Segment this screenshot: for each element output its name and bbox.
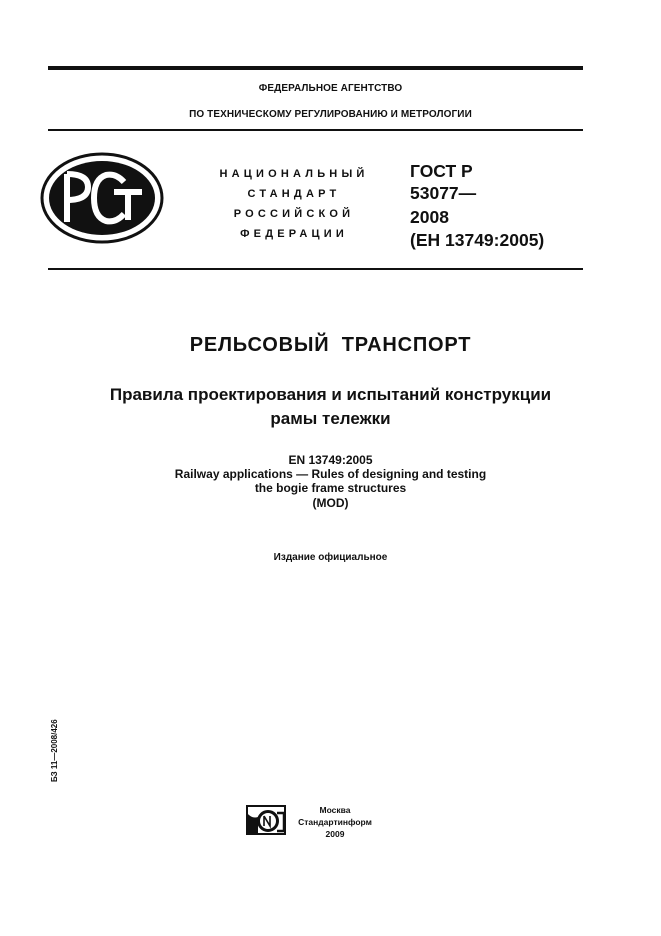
publisher-name: Стандартинформ <box>298 817 372 827</box>
en-code: EN 13749:2005 <box>288 453 373 467</box>
national-line-4: ФЕДЕРАЦИИ <box>240 228 348 240</box>
edition-label: Издание официальное <box>273 552 388 563</box>
national-line-3: РОССИЙСКОЙ <box>233 208 355 220</box>
publisher-block <box>295 804 375 840</box>
top-rule <box>48 66 583 70</box>
side-code: БЗ 11—2008/426 <box>50 719 59 782</box>
en-title-line-2: the bogie frame structures <box>254 481 407 495</box>
national-line-1: НАЦИОНАЛЬНЫЙ <box>219 168 369 180</box>
en-title-line-1: Railway applications — Rules of designing and testing <box>174 467 487 481</box>
national-line-2: СТАНДАРТ <box>247 188 341 200</box>
document-subtitle-line-2: рамы тележки <box>270 409 391 428</box>
rst-certification-mark-icon <box>40 152 164 249</box>
publisher-city: Москва <box>319 805 351 815</box>
gost-line-2: 53077— <box>410 183 477 203</box>
publisher-year: 2009 <box>325 829 345 839</box>
gost-line-4: (ЕН 13749:2005) <box>410 230 545 250</box>
gost-line-1: ГОСТ Р <box>410 161 473 181</box>
agency-line-1: ФЕДЕРАЛЬНОЕ АГЕНТСТВО <box>258 83 403 94</box>
document-title: РЕЛЬСОВЫЙ ТРАНСПОРТ <box>189 334 472 356</box>
standartinform-logo-icon <box>246 805 286 840</box>
standard-block-rule <box>48 268 583 270</box>
document-subtitle-line-1: Правила проектирования и испытаний конструкции <box>109 385 552 404</box>
gost-line-3: 2008 <box>410 207 449 227</box>
agency-line-2: ПО ТЕХНИЧЕСКОМУ РЕГУЛИРОВАНИЮ И МЕТРОЛОГИИ <box>189 109 472 120</box>
en-modification: (MOD) <box>312 496 349 510</box>
header-rule <box>48 129 583 131</box>
